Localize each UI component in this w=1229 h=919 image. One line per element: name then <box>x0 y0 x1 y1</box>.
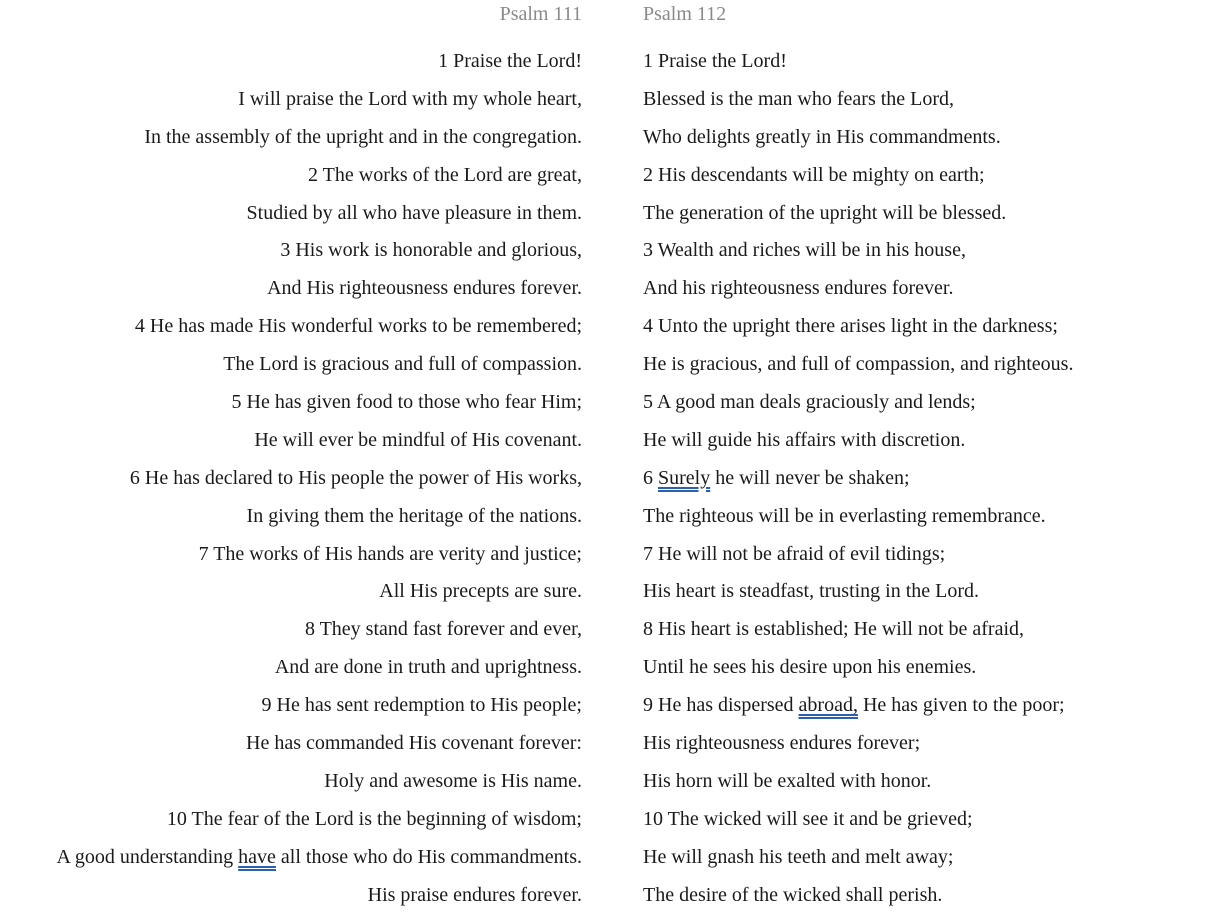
psalm-112-line: His righteousness endures forever; <box>643 732 921 755</box>
psalm-111-line: In the assembly of the upright and in the congregation. <box>144 125 582 148</box>
psalm-111-line: 9 He has sent redemption to His people; <box>261 694 582 717</box>
psalm-112-line: The desire of the wicked shall perish. <box>643 883 943 906</box>
psalm-111-line: Studied by all who have pleasure in them. <box>246 201 582 224</box>
psalm-112-line: Blessed is the man who fears the Lord, <box>643 87 955 110</box>
psalm-111-heading: Psalm 111 <box>499 3 582 25</box>
psalm-112-line: 3 Wealth and riches will be in his house, <box>643 239 966 262</box>
psalm-111-line: He will ever be mindful of His covenant. <box>254 428 582 451</box>
line-text: A good understanding <box>56 845 239 868</box>
psalm-111-line: 6 He has declared to His people the power of His works, <box>129 466 582 489</box>
psalm-112-line: 10 The wicked will see it and be grieved; <box>643 807 973 830</box>
psalm-111-line: 10 The fear of the Lord is the beginning of wisdom; <box>166 807 582 830</box>
psalm-112-line: The righteous will be in everlasting remembrance. <box>643 504 1046 527</box>
psalm-111-line: Holy and awesome is His name. <box>324 769 582 792</box>
grammar-flagged-word[interactable]: abroad, <box>798 694 858 717</box>
psalm-111-line: 1 Praise the Lord! <box>438 50 582 72</box>
psalm-111-line: 2 The works of the Lord are great, <box>308 163 582 186</box>
psalm-111-line: He has commanded His covenant forever: <box>246 732 582 755</box>
psalm-112-line: 2 His descendants will be mighty on earth; <box>643 163 985 186</box>
psalm-112-line: 5 A good man deals graciously and lends; <box>643 391 976 414</box>
psalm-112-line: The generation of the upright will be blessed. <box>643 201 1007 224</box>
line-text: 9 He has dispersed <box>643 694 799 717</box>
line-text: he will never be shaken; <box>710 466 910 489</box>
line-text: all those who do His commandments. <box>275 845 582 868</box>
psalm-111-line: 8 They stand fast forever and ever, <box>304 618 582 641</box>
grammar-flagged-word[interactable]: Surely <box>658 466 711 489</box>
psalm-111-line: All His precepts are sure. <box>379 580 582 603</box>
psalm-112-line: 1 Praise the Lord! <box>643 50 787 72</box>
psalm-112-line: Who delights greatly in His commandments. <box>643 125 1001 148</box>
psalm-112-line <box>643 465 1223 503</box>
psalm-112-line <box>643 692 1223 730</box>
psalm-112-line: 7 He will not be afraid of evil tidings; <box>643 542 946 565</box>
line-text: 6 <box>643 466 658 489</box>
line-text: He has given to the poor; <box>857 694 1065 717</box>
psalm-112-line: 8 His heart is established; He will not be afraid, <box>643 618 1025 641</box>
psalm-112-line: His horn will be exalted with honor. <box>643 769 932 792</box>
psalm-112-column <box>643 0 1223 919</box>
psalm-112-line: 4 Unto the upright there arises light in the darkness; <box>643 315 1058 338</box>
psalm-112-line: His heart is steadfast, trusting in the Lord. <box>643 580 980 603</box>
psalm-111-line: And His righteousness endures forever. <box>267 277 582 300</box>
psalm-111-line: I will praise the Lord with my whole heart, <box>238 87 582 110</box>
psalm-112-lines <box>643 48 1223 919</box>
psalm-112-line: Until he sees his desire upon his enemies. <box>643 656 977 679</box>
psalm-111-line: In giving them the heritage of the nations. <box>246 504 582 527</box>
psalm-111-line: And are done in truth and uprightness. <box>274 656 582 679</box>
grammar-flagged-word[interactable]: have <box>238 845 276 868</box>
psalm-111-line <box>0 844 582 882</box>
psalm-111-line: 4 He has made His wonderful works to be remembered; <box>134 315 582 338</box>
psalm-112-line: He will gnash his teeth and melt away; <box>643 845 954 868</box>
psalm-111-line: 5 He has given food to those who fear Him; <box>231 391 582 414</box>
psalm-111-line: His praise endures forever. <box>367 883 582 906</box>
psalm-112-line: He will guide his affairs with discretion. <box>643 428 966 451</box>
psalm-111-line: The Lord is gracious and full of compassion. <box>223 353 582 376</box>
psalm-112-line: He is gracious, and full of compassion, and righteous. <box>643 353 1074 376</box>
psalm-111-lines <box>0 48 582 919</box>
psalm-111-line: 3 His work is honorable and glorious, <box>280 239 582 262</box>
psalm-112-heading: Psalm 112 <box>643 3 727 25</box>
psalm-111-column <box>0 0 582 919</box>
psalm-111-line: 7 The works of His hands are verity and justice; <box>198 542 582 565</box>
psalm-112-line: And his righteousness endures forever. <box>643 277 954 300</box>
